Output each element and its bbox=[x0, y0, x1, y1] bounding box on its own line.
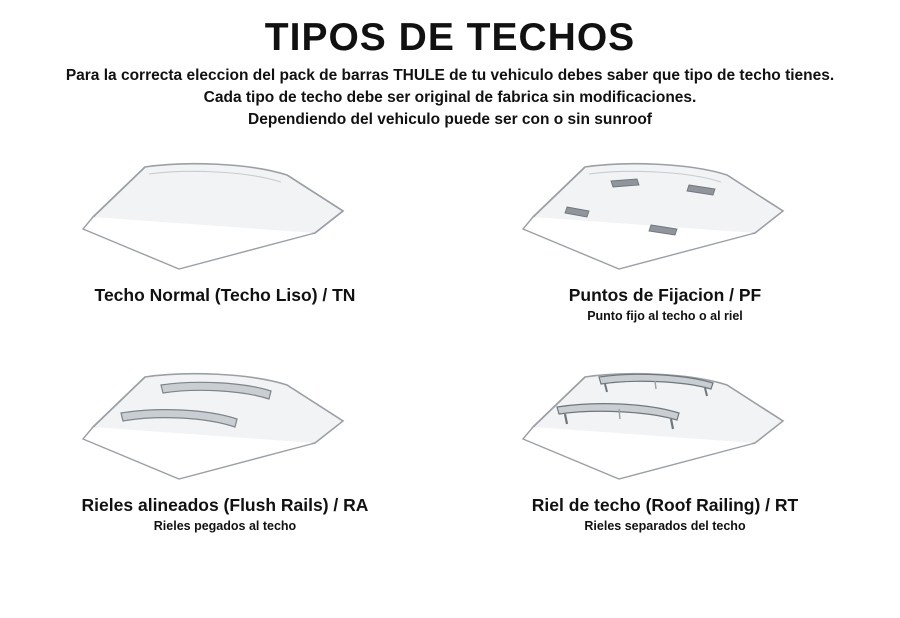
roof-type-subcaption: Punto fijo al techo o al riel bbox=[587, 308, 743, 323]
roof-flushrails-icon bbox=[75, 351, 375, 493]
roof-plain-icon bbox=[75, 141, 375, 283]
roof-type-card-rt bbox=[450, 351, 880, 563]
roof-type-caption: Rieles alineados (Flush Rails) / RA bbox=[81, 494, 369, 515]
roof-type-card-ra bbox=[10, 351, 440, 563]
intro-text bbox=[20, 65, 880, 131]
roof-type-caption: Techo Normal (Techo Liso) / TN bbox=[94, 284, 356, 305]
roof-fixpoints-illustration bbox=[450, 141, 880, 283]
roof-types-grid bbox=[0, 137, 900, 569]
page-title: TIPOS DE TECHOS bbox=[264, 16, 636, 59]
roof-type-subcaption: Rieles separados del techo bbox=[584, 518, 746, 533]
roof-type-caption: Puntos de Fijacion / PF bbox=[568, 284, 762, 305]
intro-line-3: Dependiendo del vehiculo puede ser con o sin sunroof bbox=[248, 110, 652, 128]
roof-type-caption: Riel de techo (Roof Railing) / RT bbox=[531, 494, 799, 515]
roof-type-subcaption: Rieles pegados al techo bbox=[153, 518, 297, 533]
roof-railing-icon bbox=[515, 351, 815, 493]
intro-line-1: Para la correcta eleccion del pack de barras THULE de tu vehiculo debes saber que tipo de techo tienes. bbox=[65, 66, 835, 84]
roof-plain-illustration bbox=[10, 141, 440, 283]
roof-types-infographic bbox=[0, 18, 900, 618]
roof-flushrails-illustration bbox=[10, 351, 440, 493]
roof-fixpoints-icon bbox=[515, 141, 815, 283]
roof-type-card-pf bbox=[450, 141, 880, 353]
intro-line-2: Cada tipo de techo debe ser original de fabrica sin modificaciones. bbox=[203, 88, 697, 106]
roof-type-card-tn bbox=[10, 141, 440, 353]
roof-railing-illustration bbox=[450, 351, 880, 493]
